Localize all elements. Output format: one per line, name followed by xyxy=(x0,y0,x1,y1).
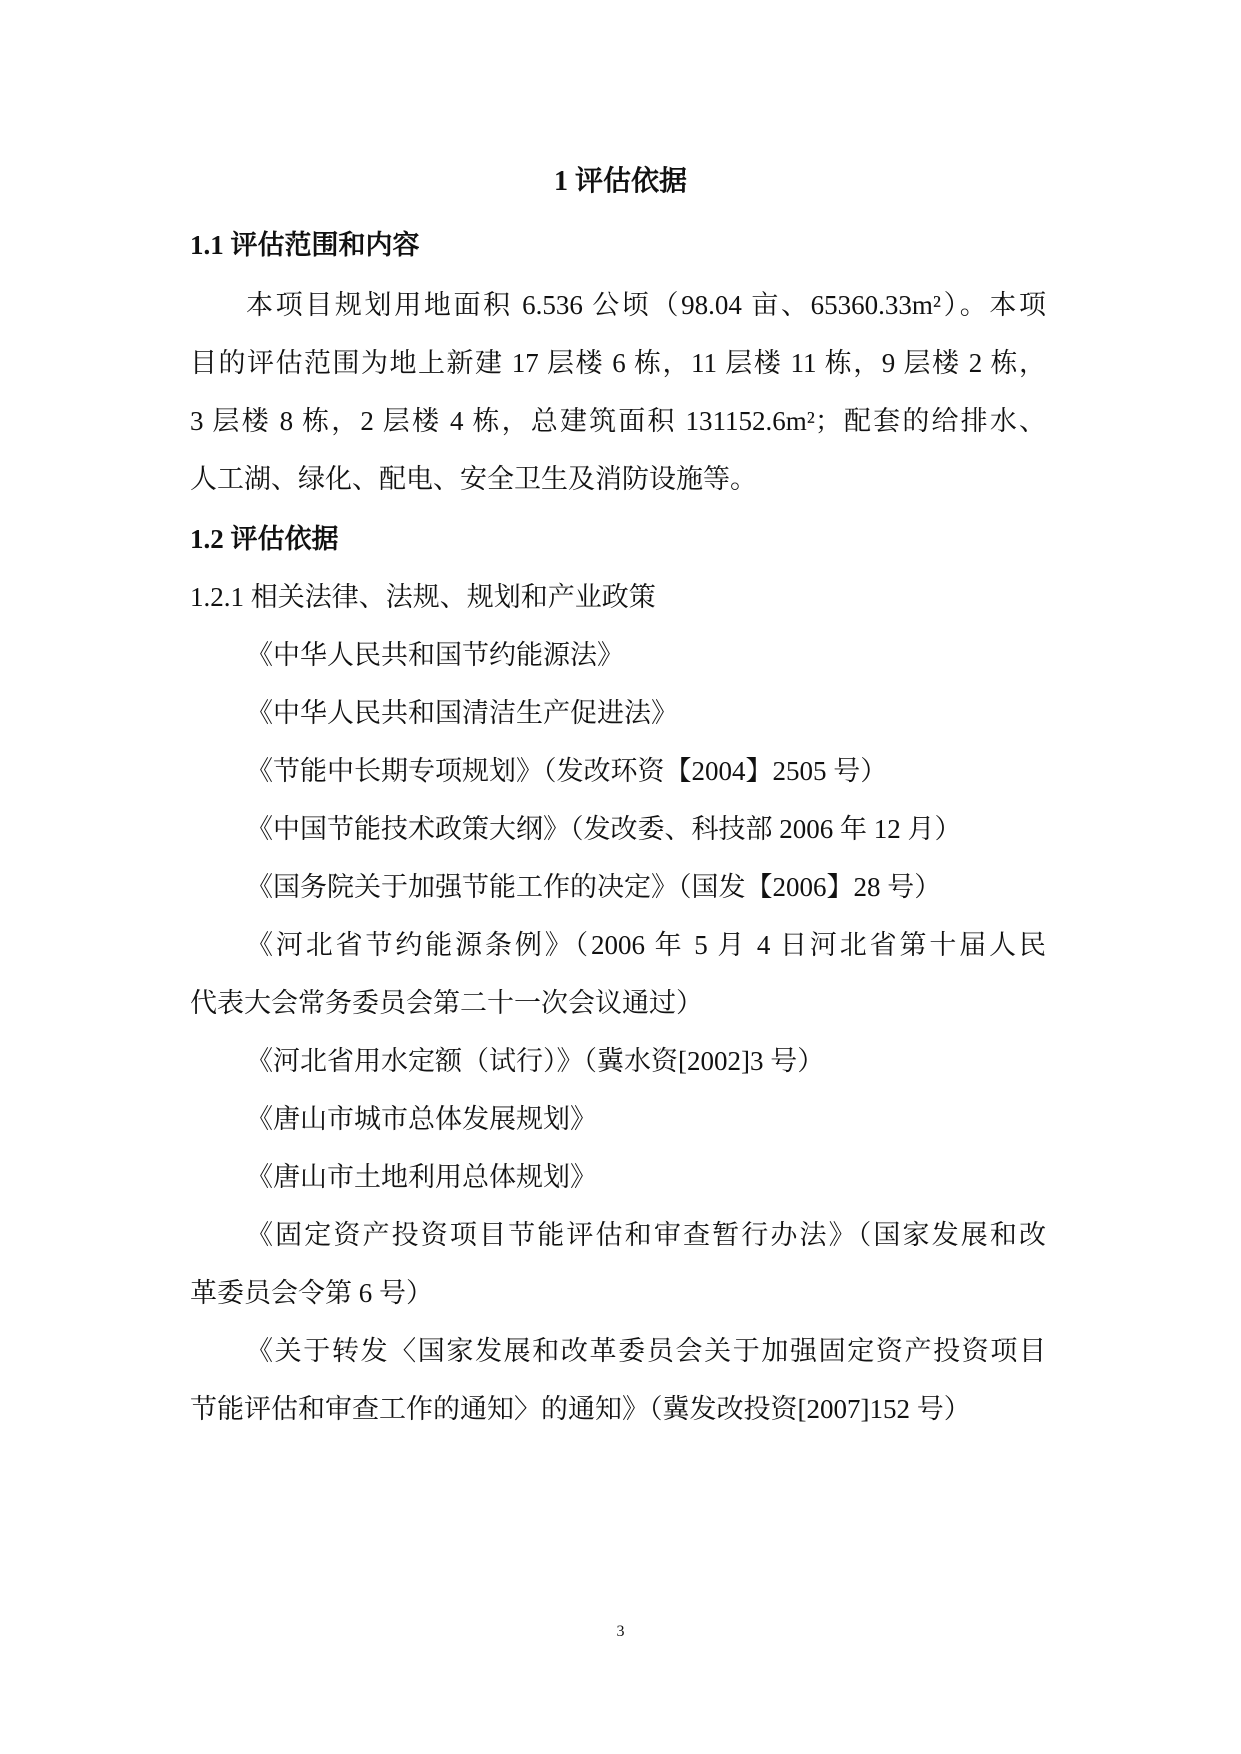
reference-item: 《唐山市土地利用总体规划》 xyxy=(246,1162,597,1192)
reference-item: 《节能中长期专项规划》（发改环资【2004】2505 号） xyxy=(246,756,888,786)
reference-item-continued: 代表大会常务委员会第二十一次会议通过） xyxy=(190,988,703,1018)
subsection-heading-1-2-1: 1.2.1 相关法律、法规、规划和产业政策 xyxy=(190,582,656,612)
reference-item: 《中国节能技术政策大纲》（发改委、科技部 2006 年 12 月） xyxy=(246,814,962,844)
reference-item: 《中华人民共和国节约能源法》 xyxy=(246,640,624,670)
paragraph-line: 人工湖、绿化、配电、安全卫生及消防设施等。 xyxy=(190,464,757,494)
section-heading-1-1: 1.1 评估范围和内容 xyxy=(190,230,420,260)
reference-item-continued: 节能评估和审查工作的通知〉的通知》（冀发改投资[2007]152 号） xyxy=(190,1394,971,1424)
reference-item: 《国务院关于加强节能工作的决定》（国发【2006】28 号） xyxy=(246,872,942,902)
reference-item-continued: 革委员会令第 6 号） xyxy=(190,1278,433,1308)
reference-item: 《唐山市城市总体发展规划》 xyxy=(246,1104,597,1134)
reference-item: 《关于转发〈国家发展和改革委员会关于加强固定资产投资项目 xyxy=(246,1336,1046,1366)
paragraph-line: 目的评估范围为地上新建 17 层楼 6 栋，11 层楼 11 栋，9 层楼 2 栋， xyxy=(190,348,1046,378)
reference-item: 《中华人民共和国清洁生产促进法》 xyxy=(246,698,678,728)
page-number: 3 xyxy=(616,1623,625,1640)
paragraph-line: 本项目规划用地面积 6.536 公顷（98.04 亩、65360.33m²）。本项 xyxy=(246,290,1046,320)
paragraph-line: 3 层楼 8 栋，2 层楼 4 栋，总建筑面积 131152.6m²；配套的给排水、 xyxy=(190,406,1046,436)
chapter-title: 1 评估依据 xyxy=(553,166,687,197)
section-heading-1-2: 1.2 评估依据 xyxy=(190,524,339,554)
reference-item: 《固定资产投资项目节能评估和审查暂行办法》（国家发展和改 xyxy=(246,1220,1046,1250)
reference-item: 《河北省用水定额（试行）》（冀水资[2002]3 号） xyxy=(246,1046,825,1076)
reference-item: 《河北省节约能源条例》（2006 年 5 月 4 日河北省第十届人民 xyxy=(246,930,1046,960)
